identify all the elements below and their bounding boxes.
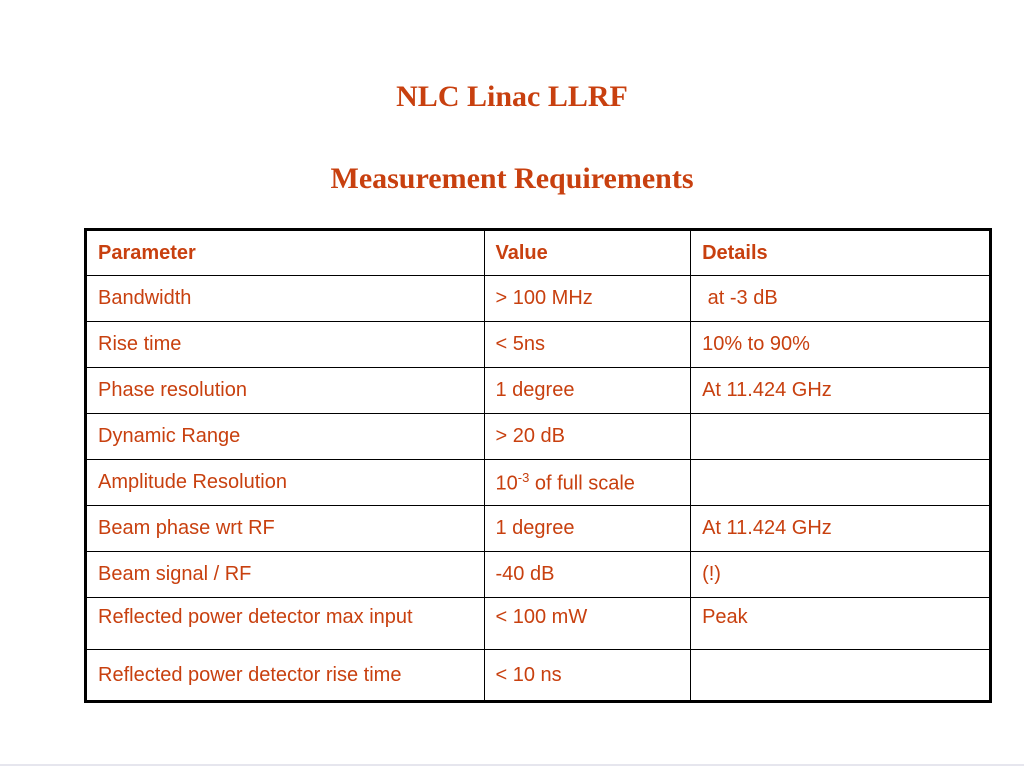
cell-value: < 100 mW [484, 598, 691, 650]
cell-parameter: Reflected power detector rise time [86, 650, 485, 702]
table-row [86, 506, 991, 552]
cell-value: 1 degree [484, 506, 691, 552]
cell-parameter: Beam signal / RF [86, 552, 485, 598]
table-row [86, 552, 991, 598]
cell-parameter: Phase resolution [86, 368, 485, 414]
cell-parameter: Rise time [86, 322, 485, 368]
cell-value: > 20 dB [484, 414, 691, 460]
cell-details: At 11.424 GHz [691, 368, 991, 414]
cell-details [691, 414, 991, 460]
requirements-table [84, 228, 992, 703]
table-row [86, 368, 991, 414]
cell-parameter: Reflected power detector max input [86, 598, 485, 650]
cell-parameter: Beam phase wrt RF [86, 506, 485, 552]
cell-details: Peak [691, 598, 991, 650]
value-exponent: -3 [517, 469, 530, 485]
header-parameter: Parameter [86, 230, 485, 276]
cell-details: (!) [691, 552, 991, 598]
cell-parameter: Bandwidth [86, 276, 485, 322]
table-row [86, 650, 991, 702]
slide-subtitle: Measurement Requirements [330, 162, 694, 195]
table-row [86, 460, 991, 506]
cell-parameter: Dynamic Range [86, 414, 485, 460]
bottom-divider [0, 764, 1024, 766]
table-row [86, 598, 991, 650]
table-header-row [86, 230, 991, 276]
cell-details: At 11.424 GHz [691, 506, 991, 552]
cell-value [484, 460, 691, 506]
slide-title: NLC Linac LLRF [396, 80, 628, 113]
cell-value: > 100 MHz [484, 276, 691, 322]
value-base: 10 [495, 472, 518, 495]
cell-details: at -3 dB [691, 276, 991, 322]
cell-value: -40 dB [484, 552, 691, 598]
table-row [86, 414, 991, 460]
table-row [86, 322, 991, 368]
cell-details: 10% to 90% [691, 322, 991, 368]
cell-value: 1 degree [484, 368, 691, 414]
cell-details [691, 460, 991, 506]
header-details: Details [691, 230, 991, 276]
cell-details [691, 650, 991, 702]
table-row [86, 276, 991, 322]
cell-value: < 5ns [484, 322, 691, 368]
value-rest: of full scale [529, 472, 635, 495]
cell-value: < 10 ns [484, 650, 691, 702]
cell-parameter: Amplitude Resolution [86, 460, 485, 506]
header-value: Value [484, 230, 691, 276]
